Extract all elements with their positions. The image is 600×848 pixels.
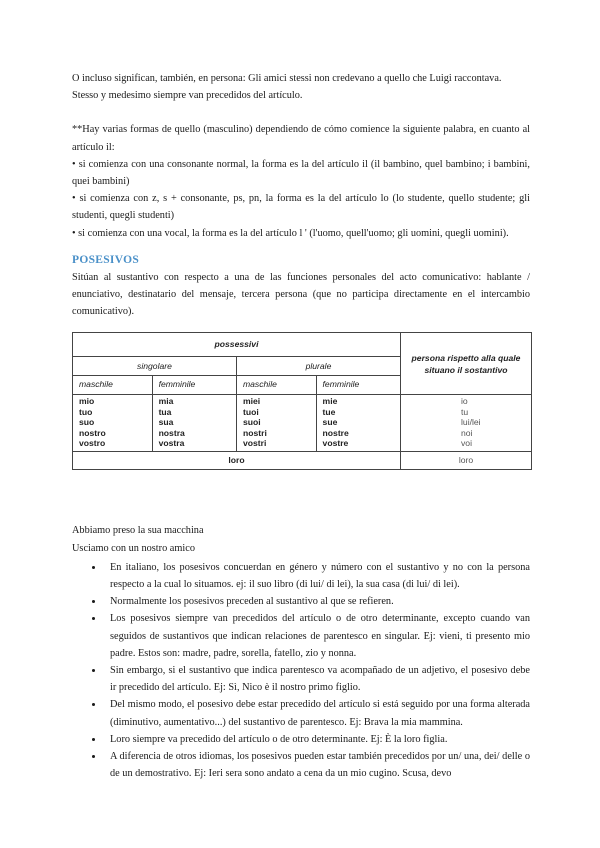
list-item: • En italiano, los posesivos concuerdan en género y número con el sustantivo y no con la persona respecto a la cual lo situamos. ej: il suo libro (di lui/ di lei), la sua casa (di lui/ di lei).: [104, 559, 530, 593]
table-subheader-singolare: singolare: [73, 357, 237, 376]
possessivi-table: [72, 332, 532, 469]
word: mia: [158, 396, 174, 407]
cell-persone: [401, 394, 532, 451]
table-subheader-plurale: plurale: [236, 357, 400, 376]
word: vostre: [322, 438, 349, 449]
example-line-1: Abbiamo preso la sua macchina: [72, 525, 204, 537]
word: mie: [322, 396, 338, 407]
example-line-2: Usciamo con un nostro amico: [72, 542, 195, 554]
quello-item-2: • si comienza con z, s + consonante, ps, pn, la forma es la del artículo lo (lo studente, quello studente; gli studenti, quegli studenti): [72, 193, 530, 222]
word: nostro: [79, 427, 106, 438]
quello-intro: **Hay varias formas de quello (masculino) dependiendo de cómo comience la siguiente palabra, en cuanto al artículo il:: [72, 124, 530, 153]
word: nostri: [242, 427, 267, 438]
word: sua: [158, 417, 174, 428]
word: tue: [322, 406, 336, 417]
persona: tu: [461, 406, 469, 417]
word: suoi: [242, 417, 261, 428]
col-header-maschile-sing: maschile: [73, 376, 153, 394]
col-header-maschile-plur: maschile: [236, 376, 316, 394]
list-item: • Del mismo modo, el posesivo debe estar precedido del artículo si está seguido por una forma alterada (diminutivo, aumentativo...) del sustantivo de parentesco. Ej: Brava la mia mammina.: [104, 696, 530, 730]
quello-item-3: • si comienza con una vocal, la forma es la del artículo l ' (l'uomo, quell'uomo; gli uomini, quegli uomini).: [72, 227, 509, 239]
word: nostra: [158, 427, 185, 438]
persona: noi: [461, 427, 473, 438]
posesivos-rules-list: [72, 559, 530, 783]
col-header-femminile-sing: femminile: [152, 376, 236, 394]
word: nostre: [322, 427, 349, 438]
document-page: [72, 70, 530, 782]
word: miei: [242, 396, 261, 407]
list-item: • Los posesivos siempre van precedidos del artículo o de otro determinante, excepto cuando van seguidos de sustantivos que indican relaciones de parentesco en singular. Ej: vieni, ti presento mio padre. Estos son: madre, padre, sorella, fatello, zio y nonna.: [104, 610, 530, 662]
persona: io: [461, 396, 468, 407]
word: vostro: [79, 438, 106, 449]
persona: lui/lei: [461, 417, 481, 428]
cell-femminile-plurale: [316, 394, 400, 451]
list-item: • Sin embargo, si el sustantivo que indica parentesco va acompañado de un adjetivo, el posesivo debe ir precedido del artículo. Ej: Sì, Nico è il nostro primo figlio.: [104, 662, 530, 696]
intro-line-1: O incluso significan, también, en persona: Gli amici stessi non credevano a quello che Luigi raccontava.: [72, 73, 502, 84]
word: vostri: [242, 438, 267, 449]
cell-loro-persona: loro: [401, 451, 532, 469]
word: mio: [79, 396, 95, 407]
word: tuoi: [242, 406, 259, 417]
word: tua: [158, 406, 172, 417]
posesivos-intro: Sitúan al sustantivo con respecto a una de las funciones personales del acto comunicativo: hablante / enunciativo, destinatario del mensaje, tercera persona (que no participa directamente en el intercambio comunicativo).: [72, 271, 530, 318]
section-title-posesivos: POSESIVOS: [72, 253, 140, 266]
list-item: • A diferencia de otros idiomas, los posesivos pueden estar también precedidos por un/ una, dei/ delle o de un demostrativo. Ej: Ieri sera sono andato a cena da un mio cugino. Scusa, devo: [104, 748, 530, 782]
cell-femminile-singolare: [152, 394, 236, 451]
cell-maschile-plurale: [236, 394, 316, 451]
col-header-femminile-plur: femminile: [316, 376, 400, 394]
list-item: • Normalmente los posesivos preceden al sustantivo al que se refieren.: [104, 593, 530, 610]
word: vostra: [158, 438, 185, 449]
quello-item-1: • si comienza con una consonante normal, la forma es la del artículo il (il bambino, quel bambino; i bambini, quei bambini): [72, 158, 530, 188]
word: sue: [322, 417, 338, 428]
word: tuo: [79, 406, 93, 417]
cell-maschile-singolare: [73, 394, 153, 451]
persona: voi: [461, 438, 472, 449]
possessivi-table-image: [72, 332, 532, 512]
list-item: • Loro siempre va precedido del artículo o de otro determinante. Ej: È la loro figlia.: [104, 731, 530, 748]
table-header-persona: persona rispetto alla quale situano il sostantivo: [401, 333, 532, 394]
cell-loro: loro: [73, 451, 401, 469]
word: suo: [79, 417, 95, 428]
table-header-possessivi: possessivi: [73, 333, 401, 357]
intro-line-2: Stesso y medesimo siempre van precedidos del artículo.: [72, 90, 303, 102]
